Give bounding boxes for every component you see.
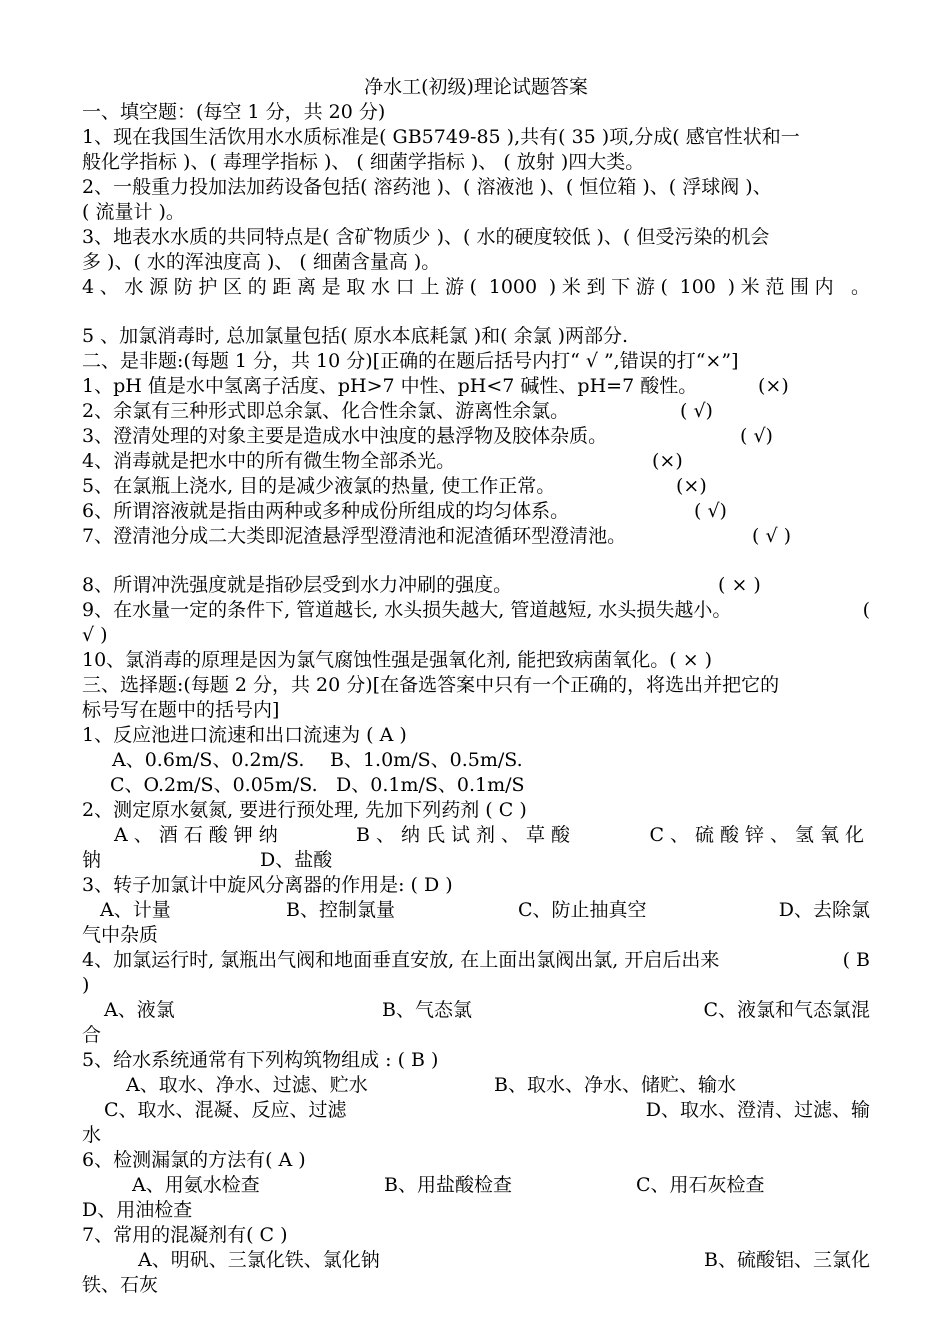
truefalse-text: 2、余氯有三种形式即总余氯、化合性余氯、游离性余氯。 (82, 400, 570, 422)
truefalse-mark: ( √) (694, 500, 727, 522)
option-d: D、0.1m/S、0.1m/S (336, 774, 525, 796)
fill-line-2: 般化学指标 )、( 毒理学指标 )、 ( 细菌学指标 )、 ( 放射 )四大类。 (82, 151, 645, 173)
choice-options-3a (82, 898, 870, 923)
choice-options-4b: 合 (82, 1024, 102, 1046)
section1-heading: 一、填空题：(每空 1 分，共 20 分) (82, 101, 386, 123)
option-c: C、取水、混凝、反应、过滤 (104, 1099, 347, 1121)
section3-heading-cont: 标号写在题中的括号内] (82, 699, 280, 721)
choice-options-3b: 气中杂质 (82, 924, 159, 946)
option-d: D、盐酸 (260, 849, 333, 871)
fill-line-8: 5 、加氯消毒时, 总加氯量包括( 原水本底耗氯 )和( 余氯 )两部分. (82, 325, 629, 347)
choice-options-7a (82, 1248, 870, 1273)
option-a: A、计量 (100, 899, 171, 921)
option-c: C、硫酸锌、氢氧化 (649, 824, 870, 846)
option-a: A、0.6m/S、0.2m/S. (112, 749, 305, 771)
truefalse-text: 4、消毒就是把水中的所有微生物全部杀光。 (82, 450, 456, 472)
choice-options-5a (82, 1073, 870, 1098)
choice-options-5c: 水 (82, 1124, 102, 1146)
option-c: C、防止抽真空 (518, 899, 647, 921)
truefalse-mark: ( × ) (718, 574, 761, 596)
fill-line-6: 多 )、( 水的浑浊度高 )、 ( 细菌含量高 )。 (82, 251, 441, 273)
truefalse-mark: (×) (652, 450, 683, 472)
truefalse-text: 6、所谓溶液就是指由两种或多种成份所组成的均匀体系。 (82, 500, 570, 522)
choice-options-7b: 铁、石灰 (82, 1274, 159, 1296)
option-b: B、控制氯量 (286, 899, 395, 921)
truefalse-text: 8、所谓冲洗强度就是指砂层受到水力冲刷的强度。 (82, 574, 513, 596)
option-b: B、纳氏试剂、草酸 (356, 824, 576, 846)
truefalse-item-8 (82, 573, 870, 598)
truefalse-item-1 (82, 374, 870, 399)
option-c: C、液氯和气态氯混 (703, 999, 870, 1021)
truefalse-mark: ( √ ) (752, 525, 792, 547)
option-b: B、用盐酸检查 (384, 1174, 512, 1196)
answer-mark: ( B (842, 949, 870, 971)
choice-options-1a (82, 748, 870, 773)
choice-options-2a (82, 823, 870, 848)
choice-options-6a (82, 1173, 870, 1198)
truefalse-text: 5、在氯瓶上浇水, 目的是减少液氯的热量, 使工作正常。 (82, 475, 556, 497)
choice-options-1b (82, 773, 870, 798)
truefalse-item-2 (82, 399, 870, 424)
option-b: B、1.0m/S、0.5m/S. (330, 749, 523, 771)
choice-question-6: 6、检测漏氯的方法有( A ) (82, 1149, 306, 1171)
choice-options-6b: D、用油检查 (82, 1199, 193, 1221)
choice-question-1: 1、反应池进口流速和出口流速为 ( A ) (82, 724, 407, 746)
truefalse-text: 9、在水量一定的条件下, 管道越长, 水头损失越大, 管道越短, 水头损失越小。 (82, 599, 732, 621)
choice-question-7: 7、常用的混凝剂有( C ) (82, 1224, 288, 1246)
truefalse-item-9-cont: √ ) (82, 624, 108, 646)
choice-options-4a (82, 998, 870, 1023)
option-b: B、取水、净水、储贮、输水 (494, 1074, 736, 1096)
truefalse-text: 1、pH 值是水中氢离子活度、pH>7 中性、pH<7 碱性、pH=7 酸性。 (82, 375, 698, 397)
section2-heading: 二、是非题:(每题 1 分，共 10 分)[正确的在题后括号内打“ √ ”,错误的打“×”] (82, 350, 739, 372)
truefalse-mark: (×) (676, 475, 707, 497)
option-b: B、硫酸铝、三氯化 (704, 1249, 870, 1271)
truefalse-item-7 (82, 524, 870, 549)
fill-line-3: 2、一般重力投加法加药设备包括( 溶药池 )、( 溶液池 )、( 恒位箱 )、( 浮球阀 )、 (82, 176, 772, 198)
truefalse-item-4 (82, 449, 870, 474)
option-a: A、液氯 (104, 999, 175, 1021)
choice-question-4-cont: ) (82, 974, 90, 996)
truefalse-item-10: 10、氯消毒的原理是因为氯气腐蚀性强是强氧化剂, 能把致病菌氧化。( × ) (82, 649, 713, 671)
truefalse-text: 7、澄清池分成二大类即泥渣悬浮型澄清池和泥渣循环型澄清池。 (82, 525, 627, 547)
option-a: A、用氨水检查 (132, 1174, 260, 1196)
choice-options-2b (82, 848, 870, 873)
choice-question-5: 5、给水系统通常有下列构筑物组成 : ( B ) (82, 1049, 439, 1071)
truefalse-mark: (×) (758, 375, 789, 397)
choice-options-5b (82, 1098, 870, 1123)
fill-line-1: 1、现在我国生活饮用水水质标准是( GB5749-85 ),共有( 35 )项,分成( 感官性状和一 (82, 126, 800, 148)
section3-heading: 三、选择题:(每题 2 分，共 20 分)[在备选答案中只有一个正确的，将选出并把它的 (82, 674, 780, 696)
option-a: A、明矾、三氯化铁、氯化钠 (138, 1249, 380, 1271)
option-c-cont: 钠 (82, 849, 102, 871)
fill-line-5: 3、地表水水质的共同特点是( 含矿物质少 )、( 水的硬度较低 )、( 但受污染的机会 (82, 226, 770, 248)
document-title: 净水工(初级)理论试题答案 (364, 76, 588, 98)
truefalse-item-9 (82, 598, 870, 623)
option-a: A、取水、净水、过滤、贮水 (126, 1074, 368, 1096)
option-c: C、O.2m/S、0.05m/S. (110, 774, 318, 796)
fill-line-7: 4、水源防护区的距离是取水口上游( 1000 )米到下游( 100 )米范围内 。 (82, 276, 870, 298)
option-b: B、气态氯 (382, 999, 472, 1021)
truefalse-item-5 (82, 474, 870, 499)
option-d: D、去除氯 (778, 899, 870, 921)
option-d: D、取水、澄清、过滤、输 (645, 1099, 870, 1121)
question-text: 4、加氯运行时, 氯瓶出气阀和地面垂直安放, 在上面出氯阀出氯, 开启后出来 (82, 949, 720, 971)
truefalse-item-6 (82, 499, 870, 524)
truefalse-mark: ( √) (740, 425, 773, 447)
option-a: A、酒石酸钾纳 (114, 824, 284, 846)
choice-question-3: 3、转子加氯计中旋风分离器的作用是: ( D ) (82, 874, 453, 896)
truefalse-text: 3、澄清处理的对象主要是造成水中浊度的悬浮物及胶体杂质。 (82, 425, 608, 447)
choice-question-4 (82, 948, 870, 973)
truefalse-item-3 (82, 424, 870, 449)
truefalse-mark: ( (862, 599, 870, 621)
choice-question-2: 2、测定原水氨氮, 要进行预处理, 先加下列药剂 ( C ) (82, 799, 527, 821)
fill-line-4: ( 流量计 )。 (82, 201, 185, 223)
option-c: C、用石灰检查 (636, 1174, 765, 1196)
truefalse-mark: ( √) (680, 400, 713, 422)
